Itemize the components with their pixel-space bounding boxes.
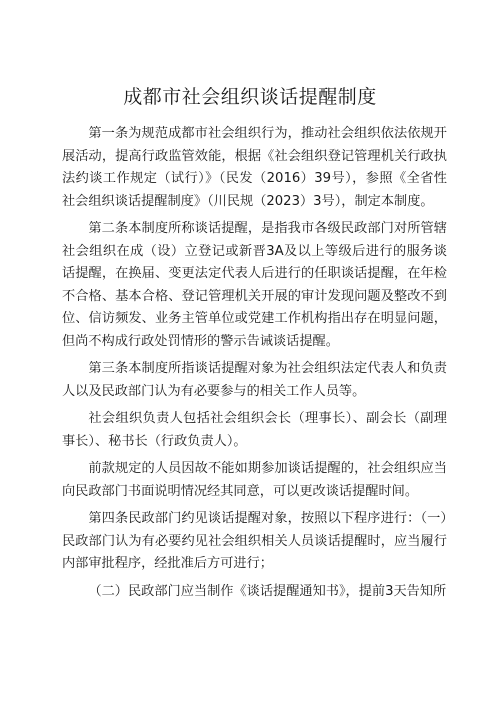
paragraph-article-2: 第二条本制度所称谈话提醒，是指我市各级民政部门对所管辖社会组织在成（设）立登记或新晋3A及以上等级后进行的服务谈话提醒，在换届、变更法定代表人后进行的任职谈话提醒，在年检不合格、基本合格、登记管理机关开展的审计发现问题及整改不到位、信访频发、业务主管单位或党建工作机构指出存在明显问题，但尚不构成行政处罚情形的警示告诫谈话提醒。 <box>62 221 447 349</box>
document-body <box>62 123 447 608</box>
paragraph-absence-rule: 前款规定的人员因故不能如期参加谈话提醒的，社会组织应当向民政部门书面说明情况经其同意，可以更改谈话提醒时间。 <box>62 461 447 499</box>
paragraph-article-4: 第四条民政部门约见谈话提醒对象，按照以下程序进行：（一）民政部门认为有必要约见社会组织相关人员谈话提醒时，应当履行内部审批程序，经批准后方可进行； <box>62 511 447 571</box>
paragraph-article-4-item-2: （二）民政部门应当制作《谈话提醒通知书》，提前3天告知所 <box>88 583 447 599</box>
paragraph-article-3: 第三条本制度所指谈话提醒对象为社会组织法定代表人和负责人以及民政部门认为有必要参与的相关工作人员等。 <box>62 361 447 399</box>
paragraph-article-1: 第一条为规范成都市社会组织行为，推动社会组织依法依规开展活动，提高行政监管效能，根据《社会组织登记管理机关行政执法约谈工作规定（试行）》（民发（2016）39号），参照《全省性社会组织谈话提醒制度》（川民规（2023）3号），制定本制度。 <box>62 126 447 209</box>
document-title: 成都市社会组织谈话提醒制度 <box>123 86 377 108</box>
paragraph-responsible-persons: 社会组织负责人包括社会组织会长（理事长）、副会长（副理事长）、秘书长（行政负责人）。 <box>62 411 447 449</box>
